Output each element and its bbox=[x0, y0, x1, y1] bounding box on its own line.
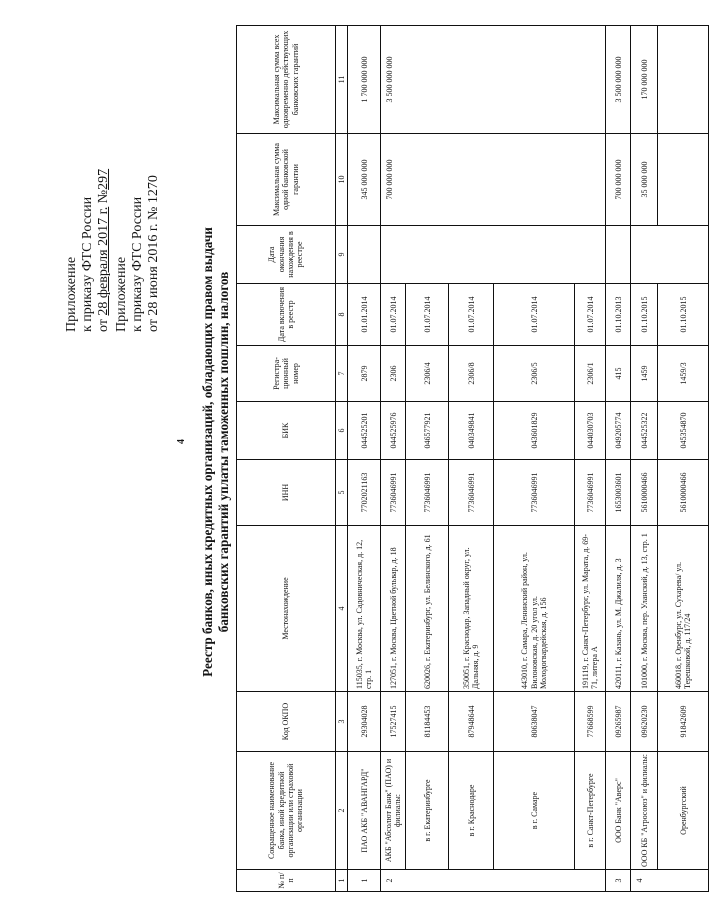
date-in: 01.01.2014 bbox=[348, 284, 381, 346]
address: 115035, г. Москва, ул. Садовническая, д. 12, стр. 1 bbox=[348, 526, 381, 692]
max-one bbox=[658, 134, 709, 226]
index-cell: 6 bbox=[336, 402, 348, 460]
branch-name: в г. Екатеринбурге bbox=[406, 752, 449, 870]
appendix-current bbox=[64, 169, 112, 332]
branch-name: Оренбургский bbox=[658, 752, 709, 870]
appendix-current-num: 297 bbox=[96, 168, 111, 190]
header-cell: Код ОКПО bbox=[237, 692, 336, 752]
address: 620026, г. Екатеринбург, ул. Белинского, д. 61 bbox=[406, 526, 449, 692]
header-cell: Регистра-ционный номер bbox=[237, 346, 336, 402]
bik: 044525322 bbox=[631, 402, 658, 460]
index-cell: 7 bbox=[336, 346, 348, 402]
inn: 7736046991 bbox=[575, 460, 606, 526]
date-in: 01.07.2014 bbox=[494, 284, 575, 346]
reg-number: 2306/4 bbox=[406, 346, 449, 402]
inn: 5610000466 bbox=[658, 460, 709, 526]
inn: 7736046991 bbox=[494, 460, 575, 526]
page-number: 4 bbox=[176, 439, 187, 444]
max-all: 3 500 000 000 bbox=[381, 26, 606, 134]
header-cell: Дата окончания нахождения в реестре bbox=[237, 226, 336, 284]
header-cell: Максимальная сумма одной банковской гарантии bbox=[237, 134, 336, 226]
header-cell: Максимальная сумма всех одновременно действующих банковских гарантий bbox=[237, 26, 336, 134]
okpo: 29304028 bbox=[348, 692, 381, 752]
address: 350051, г. Краснодар, Западный округ, ул. Дальняя, д. 9 bbox=[449, 526, 494, 692]
table-row bbox=[348, 26, 381, 892]
reg-number: 2306/5 bbox=[494, 346, 575, 402]
date-in: 01.07.2014 bbox=[449, 284, 494, 346]
index-cell: 8 bbox=[336, 284, 348, 346]
bik: 044030703 bbox=[575, 402, 606, 460]
reg-number: 415 bbox=[606, 346, 631, 402]
okpo: 09620230 bbox=[631, 692, 658, 752]
title-line2: банковских гарантий уплаты таможенных пошлин, налогов bbox=[216, 271, 231, 633]
bik: 044525201 bbox=[348, 402, 381, 460]
date-in: 01.10.2015 bbox=[631, 284, 658, 346]
index-cell: 11 bbox=[336, 26, 348, 134]
index-cell: 2 bbox=[336, 752, 348, 870]
index-cell: 9 bbox=[336, 226, 348, 284]
address: 443010, г. Самара, Ленинский район, ул. Вилоновская, д. 20 угол ул. Молодогвардейская, д. 156 bbox=[494, 526, 575, 692]
bik: 043601829 bbox=[494, 402, 575, 460]
header-cell: БИК bbox=[237, 402, 336, 460]
reg-number: 2879 bbox=[348, 346, 381, 402]
bik: 046577921 bbox=[406, 402, 449, 460]
row-number: 4 bbox=[631, 870, 709, 892]
bik: 040349841 bbox=[449, 402, 494, 460]
appendix-previous bbox=[114, 175, 162, 332]
date-out bbox=[606, 226, 631, 284]
reg-number: 1459/3 bbox=[658, 346, 709, 402]
address: 420111, г. Казань, ул. М. Джалиля, д. 3 bbox=[606, 526, 631, 692]
table-row bbox=[606, 26, 631, 892]
row-number: 3 bbox=[606, 870, 631, 892]
appendix-previous-line2: к приказу ФТС России bbox=[130, 196, 145, 332]
appendix-current-num-label: № bbox=[96, 189, 111, 204]
appendix-previous-line1: Приложение bbox=[114, 256, 129, 332]
okpo: 09265987 bbox=[606, 692, 631, 752]
date-out bbox=[348, 226, 381, 284]
date-in: 01.07.2014 bbox=[575, 284, 606, 346]
table-index-row bbox=[336, 26, 348, 892]
header-cell: Сокращенное наименование банка, иной кредитной организации или страховой организации bbox=[237, 752, 336, 870]
address: 127051, г. Москва, Цветной бульвар, д. 18 bbox=[381, 526, 406, 692]
branch-name: в г. Санкт-Петербурге bbox=[575, 752, 606, 870]
index-cell: 1 bbox=[336, 870, 348, 892]
table-row bbox=[381, 26, 406, 892]
index-cell: 3 bbox=[336, 692, 348, 752]
inn: 7702021163 bbox=[348, 460, 381, 526]
header-cell: Местонахождение bbox=[237, 526, 336, 692]
okpo: 77668599 bbox=[575, 692, 606, 752]
address: 101000, г. Москва, пер. Уланский, д. 13, стр. 1 bbox=[631, 526, 658, 692]
max-all: 3 500 000 000 bbox=[606, 26, 631, 134]
appendix-current-date: 28 февраля 2017 г. bbox=[96, 206, 111, 316]
max-all: 170 000 000 bbox=[631, 26, 658, 134]
reg-number: 2306 bbox=[381, 346, 406, 402]
max-all: 1 700 000 000 bbox=[348, 26, 381, 134]
index-cell: 5 bbox=[336, 460, 348, 526]
inn: 7736046991 bbox=[381, 460, 406, 526]
okpo: 87948644 bbox=[449, 692, 494, 752]
branch-name: в г. Самаре bbox=[494, 752, 575, 870]
appendix-current-line2: к приказу ФТС России bbox=[80, 196, 95, 332]
appendix-previous-line3: от 28 июня 2016 г. № 1270 bbox=[146, 175, 161, 332]
table-row bbox=[631, 26, 658, 892]
appendix-current-line1: Приложение bbox=[64, 256, 79, 332]
date-in: 01.10.2015 bbox=[658, 284, 709, 346]
org-name: ООО КБ "Агросоюз" и филиалы: bbox=[631, 752, 658, 870]
okpo: 81184453 bbox=[406, 692, 449, 752]
okpo: 17527415 bbox=[381, 692, 406, 752]
max-one: 700 000 000 bbox=[606, 134, 631, 226]
max-one: 345 000 000 bbox=[348, 134, 381, 226]
date-in: 01.07.2014 bbox=[406, 284, 449, 346]
reg-number: 2306/8 bbox=[449, 346, 494, 402]
table-header-row bbox=[237, 26, 336, 892]
bik: 045354870 bbox=[658, 402, 709, 460]
reg-number: 2306/1 bbox=[575, 346, 606, 402]
date-in: 01.07.2014 bbox=[381, 284, 406, 346]
appendix-current-line3 bbox=[96, 169, 112, 332]
branch-name: в г. Краснодаре bbox=[449, 752, 494, 870]
address: 191119, г. Санкт-Петербург, ул. Марата, д. 69-71, литера А bbox=[575, 526, 606, 692]
okpo: 80638047 bbox=[494, 692, 575, 752]
index-cell: 4 bbox=[336, 526, 348, 692]
max-all bbox=[658, 26, 709, 134]
bik: 049205774 bbox=[606, 402, 631, 460]
table-row bbox=[658, 26, 709, 892]
max-one: 700 000 000 bbox=[381, 134, 606, 226]
date-out bbox=[631, 226, 709, 284]
inn: 7736046991 bbox=[449, 460, 494, 526]
reg-number: 1459 bbox=[631, 346, 658, 402]
org-name: ООО Банк "Аверс" bbox=[606, 752, 631, 870]
document-title bbox=[200, 142, 232, 762]
address: 460018, г. Оренбург, ул. Сухарева/ ул. Терешковой, д. 117/24 bbox=[658, 526, 709, 692]
org-name: ПАО АКБ "АВАНГАРД" bbox=[348, 752, 381, 870]
inn: 7736046991 bbox=[406, 460, 449, 526]
okpo: 91842609 bbox=[658, 692, 709, 752]
org-name: АКБ "Абсолют Банк" (ПАО) и филиалы: bbox=[381, 752, 406, 870]
registry-table bbox=[236, 25, 709, 892]
max-one: 35 000 000 bbox=[631, 134, 658, 226]
rotated-sheet bbox=[10, 12, 693, 892]
header-cell: Дата включения в реестр bbox=[237, 284, 336, 346]
index-cell: 10 bbox=[336, 134, 348, 226]
row-number: 1 bbox=[348, 870, 381, 892]
inn: 5610000466 bbox=[631, 460, 658, 526]
inn: 1653003601 bbox=[606, 460, 631, 526]
date-in: 01.10.2013 bbox=[606, 284, 631, 346]
appendix-current-prefix: от bbox=[96, 319, 111, 332]
header-cell: № п/п bbox=[237, 870, 336, 892]
bik: 044525976 bbox=[381, 402, 406, 460]
row-number: 2 bbox=[381, 870, 606, 892]
title-line1: Реестр банков, иных кредитных организаций, обладающих правом выдачи bbox=[200, 227, 215, 677]
date-out bbox=[381, 226, 606, 284]
header-cell: ИНН bbox=[237, 460, 336, 526]
